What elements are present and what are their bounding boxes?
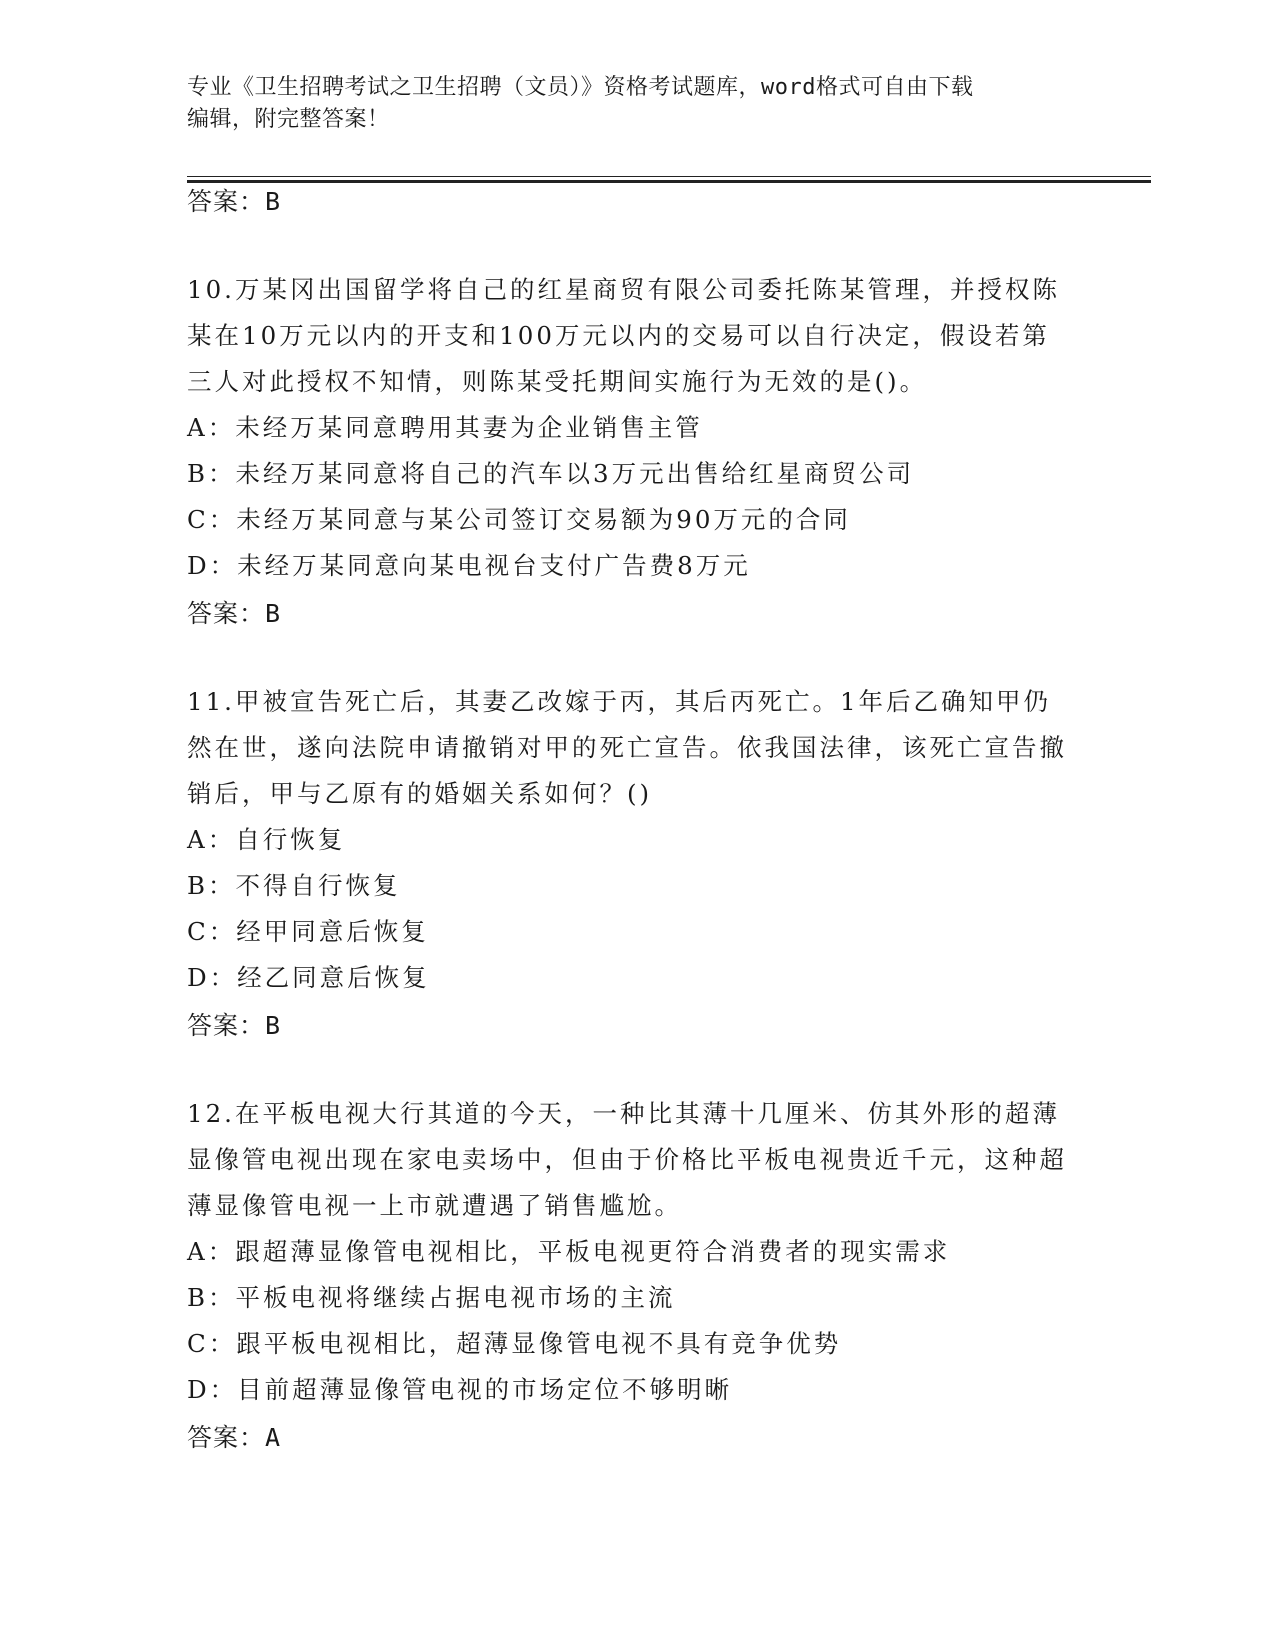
header-line-2: 编辑，附完整答案！: [187, 107, 390, 132]
question-10: [187, 267, 1067, 589]
option-a: A：跟超薄显像管电视相比，平板电视更符合消费者的现实需求: [187, 1237, 951, 1266]
header-divider-thin: [187, 176, 1151, 177]
answer-10: 答案：B: [187, 599, 282, 628]
question-12: [187, 1091, 1067, 1413]
option-c: C：经甲同意后恢复: [187, 917, 429, 946]
question-stem: 12.在平板电视大行其道的今天，一种比其薄十几厘米、仿其外形的超薄显像管电视出现在家电卖场中，但由于价格比平板电视贵近千元，这种超薄显像管电视一上市就遭遇了销售尴尬。: [187, 1099, 1067, 1220]
option-c: C：未经万某同意与某公司签订交易额为90万元的合同: [187, 505, 851, 534]
option-c: C：跟平板电视相比，超薄显像管电视不具有竞争优势: [187, 1329, 842, 1358]
answer-previous: 答案：B: [187, 187, 282, 216]
header-divider-thick: [187, 180, 1151, 183]
option-d: D：经乙同意后恢复: [187, 963, 430, 992]
question-stem: 11.甲被宣告死亡后，其妻乙改嫁于丙，其后丙死亡。1年后乙确知甲仍然在世，遂向法院申请撤销对甲的死亡宣告。依我国法律，该死亡宣告撤销后，甲与乙原有的婚姻关系如何？(): [187, 687, 1067, 808]
option-a: A：未经万某同意聘用其妻为企业销售主管: [187, 413, 703, 442]
question-stem: 10.万某冈出国留学将自己的红星商贸有限公司委托陈某管理，并授权陈某在10万元以内的开支和100万元以内的交易可以自行决定，假设若第三人对此授权不知情，则陈某受托期间实施行为无效的是()。: [187, 275, 1060, 396]
answer-11: 答案：B: [187, 1011, 282, 1040]
option-b: B：平板电视将继续占据电视市场的主流: [187, 1283, 676, 1312]
option-d: D：未经万某同意向某电视台支付广告费8万元: [187, 551, 751, 580]
option-b: B：不得自行恢复: [187, 871, 401, 900]
answer-12: 答案：A: [187, 1423, 282, 1452]
option-b: B：未经万某同意将自己的汽车以3万元出售给红星商贸公司: [187, 459, 915, 488]
option-d: D：目前超薄显像管电视的市场定位不够明晰: [187, 1375, 733, 1404]
option-a: A：自行恢复: [187, 825, 346, 854]
document-header: [187, 72, 1067, 136]
question-11: [187, 679, 1067, 1001]
header-line-1: 专业《卫生招聘考试之卫生招聘（文员）》资格考试题库，word格式可自由下载: [187, 75, 974, 100]
